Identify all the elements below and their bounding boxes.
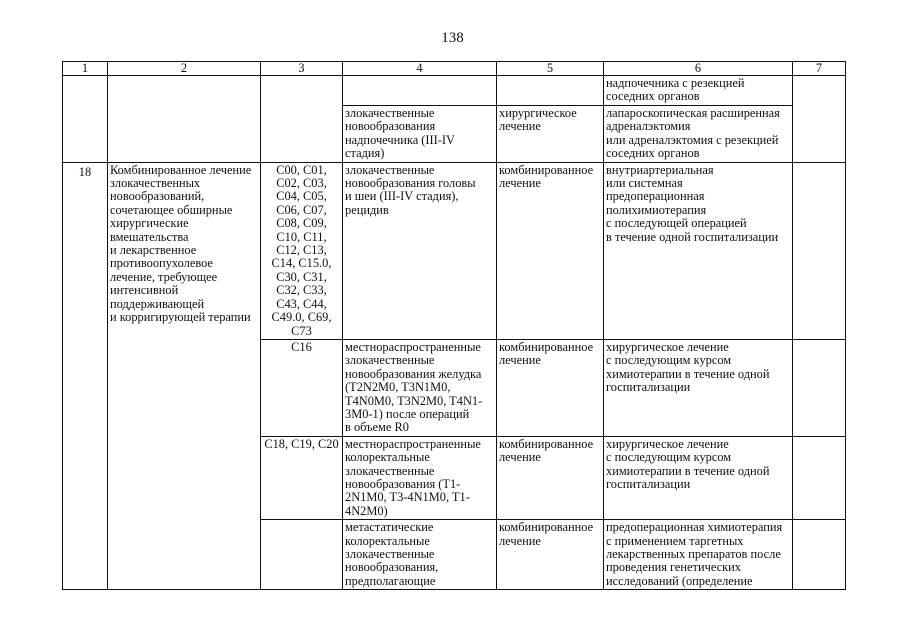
- model-cell: злокачественные новообразования головы и шеи (III-IV стадия), рецидив: [343, 162, 497, 339]
- method-cell: хирургическое лечение с последующим курсом химиотерапии в течение одной госпитализации: [604, 436, 793, 519]
- codes-cell: C18, C19, C20: [261, 436, 343, 519]
- method-cell: лапароскопическая расширенная адреналэктомия или адреналэктомия с резекцией соседних органов: [604, 106, 793, 163]
- table-header-row: [63, 62, 846, 76]
- model-cell: метастатические колоректальные злокачественные новообразования, предполагающие: [343, 520, 497, 590]
- model-cell: злокачественные новообразования надпочечника (III-IV стадия): [343, 106, 497, 163]
- method-cell: хирургическое лечение с последующим курсом химиотерапии в течение одной госпитализации: [604, 339, 793, 436]
- header-col-1: 1: [63, 62, 108, 76]
- codes-cell: C00, C01, C02, C03, C04, C05, C06, C07, C08, C09, C10, C11, C12, C13, C14, C15.0, C30, C31, C32, C33, C43, C44, C49.0, C69, C73: [261, 162, 343, 339]
- cost-cell: [793, 436, 846, 519]
- codes-cell: C16: [261, 339, 343, 436]
- treatment-table: [62, 61, 846, 590]
- model-cell: местнораспространенные злокачественные новообразования желудка (T2N2M0, T3N1M0, T4N0M0, T3N2M0, T4N1- 3M0-1) после операций в объеме R0: [343, 339, 497, 436]
- header-col-4: 4: [343, 62, 497, 76]
- number-cell: 18: [63, 162, 108, 590]
- codes-cell: [261, 76, 343, 163]
- treatment-type-cell: комбинированное лечение: [497, 436, 604, 519]
- cost-cell: [793, 76, 846, 163]
- header-col-7: 7: [793, 62, 846, 76]
- model-cell: [343, 76, 497, 106]
- name-cell: [108, 76, 261, 163]
- header-col-5: 5: [497, 62, 604, 76]
- page-number: 138: [441, 30, 464, 46]
- cost-cell: [793, 162, 846, 339]
- treatment-type-cell: комбинированное лечение: [497, 162, 604, 339]
- method-cell: надпочечника с резекцией соседних органов: [604, 76, 793, 106]
- method-cell: внутриартериальная или системная предоперационная полихимиотерапия с последующей операцией в течение одной госпитализации: [604, 162, 793, 339]
- cost-cell: [793, 339, 846, 436]
- method-cell: предоперационная химиотерапия с применением таргетных лекарственных препаратов после проведения генетических исследований (определение: [604, 520, 793, 590]
- codes-cell: [261, 520, 343, 590]
- header-col-2: 2: [108, 62, 261, 76]
- header-col-6: 6: [604, 62, 793, 76]
- table-row: [63, 162, 846, 339]
- cost-cell: [793, 520, 846, 590]
- treatment-type-cell: [497, 76, 604, 106]
- model-cell: местнораспространенные колоректальные злокачественные новообразования (T1- 2N1M0, T3-4N1M0, T1- 4N2M0): [343, 436, 497, 519]
- treatment-type-cell: хирургическое лечение: [497, 106, 604, 163]
- header-col-3: 3: [261, 62, 343, 76]
- treatment-type-cell: комбинированное лечение: [497, 520, 604, 590]
- treatment-type-cell: комбинированное лечение: [497, 339, 604, 436]
- table-row: [63, 76, 846, 106]
- number-cell: [63, 76, 108, 163]
- name-cell: Комбинированное лечение злокачественных новообразований, сочетающее обширные хирургические вмешательства и лекарственное противоопухолевое лечение, требующее интенсивной поддерживающей и корригирующей терапии: [108, 162, 261, 590]
